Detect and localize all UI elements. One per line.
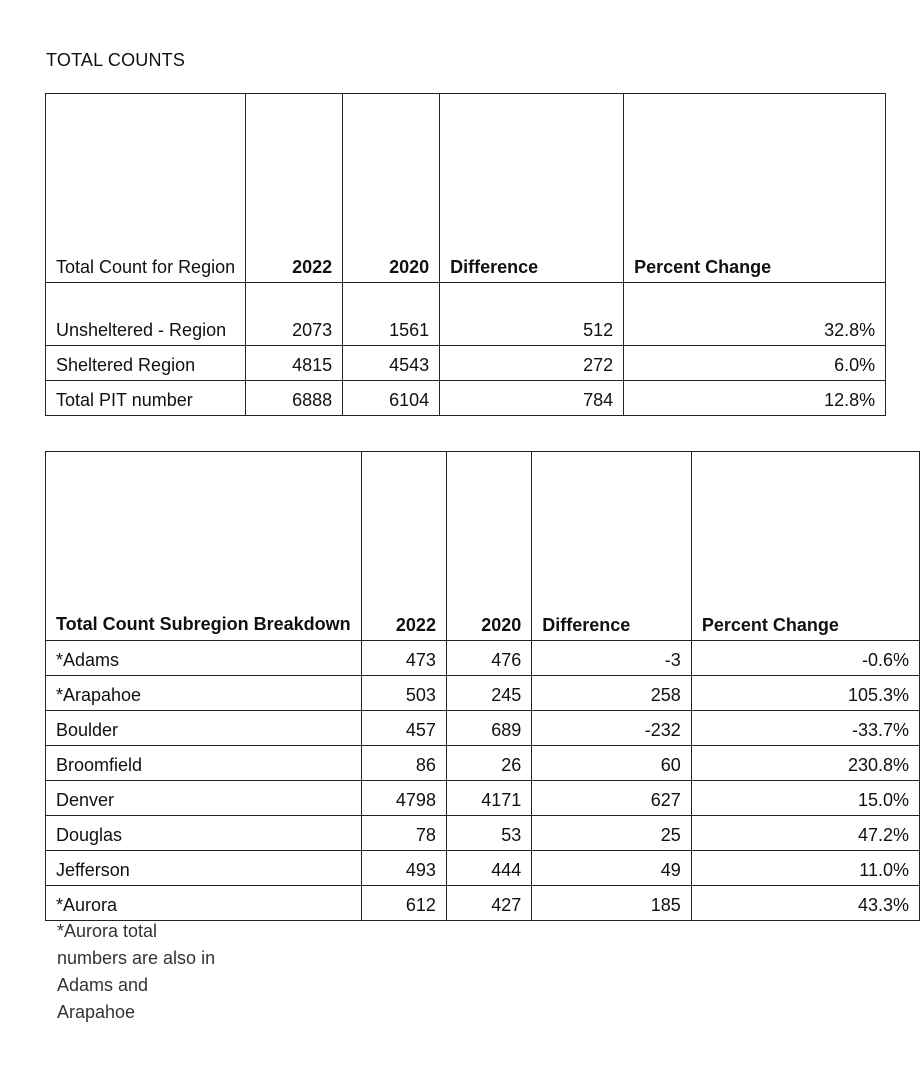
header-2020: 2020 [446, 452, 531, 641]
value-difference: 784 [440, 381, 624, 416]
value-2020: 689 [446, 711, 531, 746]
header-percent-change: Percent Change [624, 94, 886, 283]
value-difference: -3 [532, 641, 692, 676]
row-label: *Adams [46, 641, 362, 676]
value-2020: 427 [446, 886, 531, 921]
value-difference: 512 [440, 283, 624, 346]
page-title: TOTAL COUNTS [46, 50, 186, 70]
row-label: Unsheltered - Region [46, 283, 246, 346]
table-row [46, 676, 920, 711]
value-2022: 457 [361, 711, 446, 746]
value-percent: 15.0% [691, 781, 919, 816]
value-2022: 503 [361, 676, 446, 711]
value-percent: -0.6% [691, 641, 919, 676]
table-row [46, 283, 886, 346]
table-row [46, 851, 920, 886]
header-label: Total Count for Region [46, 94, 246, 283]
value-difference: 272 [440, 346, 624, 381]
value-percent: 11.0% [691, 851, 919, 886]
value-2022: 4798 [361, 781, 446, 816]
value-difference: 49 [532, 851, 692, 886]
value-2020: 476 [446, 641, 531, 676]
header-label: Total Count Subregion Breakdown [46, 452, 362, 641]
value-2022: 6888 [246, 381, 343, 416]
value-2020: 6104 [343, 381, 440, 416]
table-row [46, 746, 920, 781]
value-difference: 60 [532, 746, 692, 781]
value-2022: 86 [361, 746, 446, 781]
table-row [46, 346, 886, 381]
header-2020: 2020 [343, 94, 440, 283]
value-percent: 43.3% [691, 886, 919, 921]
value-2022: 78 [361, 816, 446, 851]
table-row [46, 381, 886, 416]
row-label: Douglas [46, 816, 362, 851]
table-row [46, 816, 920, 851]
value-difference: 185 [532, 886, 692, 921]
value-difference: 627 [532, 781, 692, 816]
subregion-table [45, 451, 920, 921]
value-percent: -33.7% [691, 711, 919, 746]
value-difference: 258 [532, 676, 692, 711]
row-label: Sheltered Region [46, 346, 246, 381]
header-difference: Difference [440, 94, 624, 283]
row-label: Boulder [46, 711, 362, 746]
value-2020: 53 [446, 816, 531, 851]
value-2020: 1561 [343, 283, 440, 346]
header-difference: Difference [532, 452, 692, 641]
totals-table [45, 93, 886, 416]
row-label: *Arapahoe [46, 676, 362, 711]
value-2020: 26 [446, 746, 531, 781]
value-percent: 12.8% [624, 381, 886, 416]
table-row [46, 641, 920, 676]
row-label: Jefferson [46, 851, 362, 886]
value-percent: 105.3% [691, 676, 919, 711]
value-2020: 4171 [446, 781, 531, 816]
header-percent-change: Percent Change [691, 452, 919, 641]
row-label: *Aurora [46, 886, 362, 921]
value-percent: 32.8% [624, 283, 886, 346]
value-2022: 473 [361, 641, 446, 676]
value-difference: 25 [532, 816, 692, 851]
table-row [46, 781, 920, 816]
value-2022: 2073 [246, 283, 343, 346]
value-2022: 493 [361, 851, 446, 886]
value-percent: 47.2% [691, 816, 919, 851]
value-2020: 444 [446, 851, 531, 886]
subregion-header-row [46, 452, 920, 641]
row-label: Broomfield [46, 746, 362, 781]
value-2020: 245 [446, 676, 531, 711]
value-2020: 4543 [343, 346, 440, 381]
totals-header-row [46, 94, 886, 283]
value-difference: -232 [532, 711, 692, 746]
row-label: Total PIT number [46, 381, 246, 416]
table-row [46, 711, 920, 746]
header-2022: 2022 [361, 452, 446, 641]
value-2022: 612 [361, 886, 446, 921]
table-row [46, 886, 920, 921]
value-2022: 4815 [246, 346, 343, 381]
footnote: *Aurora total numbers are also in Adams and Arapahoe [57, 921, 216, 1022]
value-percent: 230.8% [691, 746, 919, 781]
header-2022: 2022 [246, 94, 343, 283]
row-label: Denver [46, 781, 362, 816]
value-percent: 6.0% [624, 346, 886, 381]
